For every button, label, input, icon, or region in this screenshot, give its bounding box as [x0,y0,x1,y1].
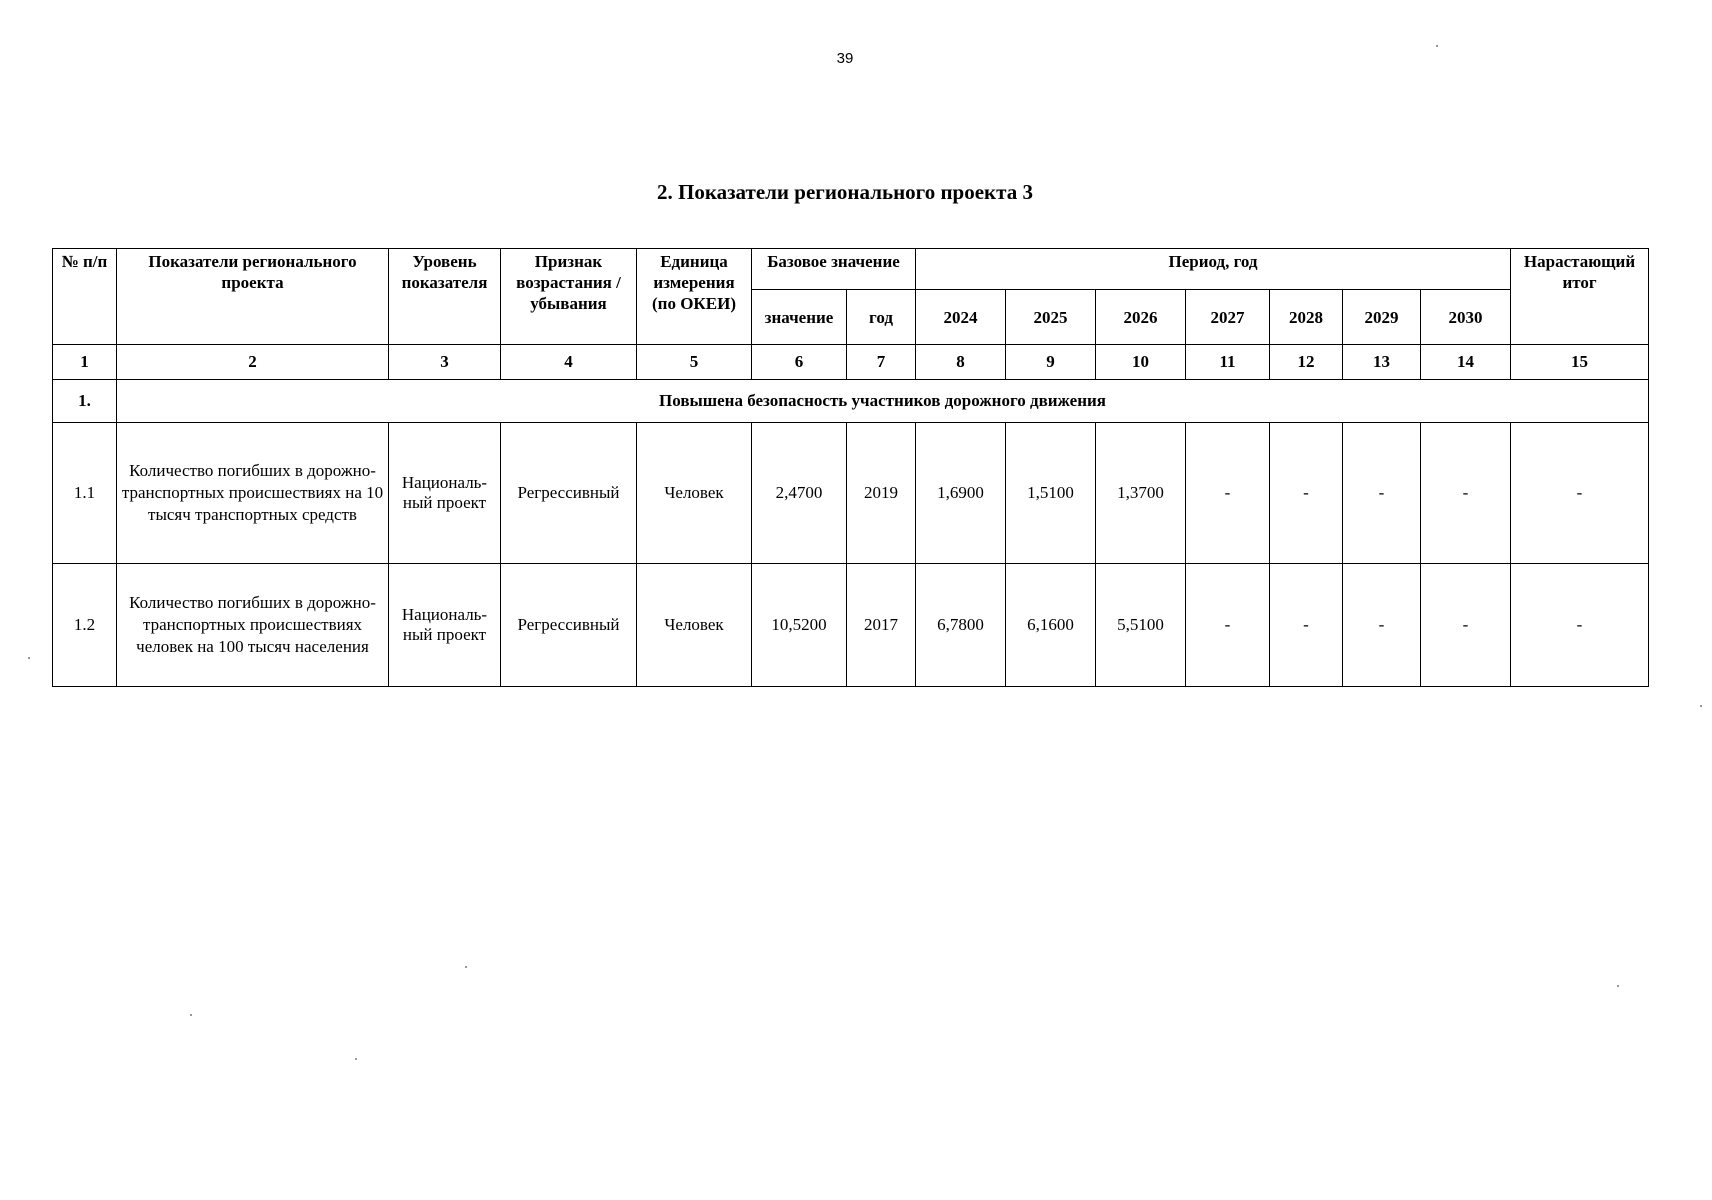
column-number: 1 [53,345,117,380]
indicator-level: Националь-ный проект [389,423,501,564]
indicator-name: Количество погибших в дорожно-транспортных происшествиях на 10 тысяч транспортных средств [117,423,389,564]
row-number: 1.1 [53,423,117,564]
row-number: 1.2 [53,564,117,687]
scan-speck [190,1014,192,1016]
header-base-year: год [847,290,916,345]
header-indicator: Показатели регионального проекта [117,249,389,345]
column-number: 14 [1421,345,1511,380]
header-num: № п/п [53,249,117,345]
column-number: 15 [1511,345,1649,380]
column-number: 3 [389,345,501,380]
base-year: 2017 [847,564,916,687]
base-value: 10,5200 [752,564,847,687]
column-number: 5 [637,345,752,380]
header-year: 2028 [1270,290,1343,345]
section-row [53,380,1649,423]
page-number: 39 [836,50,854,67]
period-value: - [1270,564,1343,687]
indicator-level: Националь-ный проект [389,564,501,687]
period-value: - [1270,423,1343,564]
base-value: 2,4700 [752,423,847,564]
indicator-unit: Человек [637,423,752,564]
indicator-trend: Регрессивный [501,564,637,687]
header-year: 2024 [916,290,1006,345]
table-row [53,564,1649,687]
indicators-table [52,248,1649,687]
period-value: - [1186,423,1270,564]
period-value: - [1343,423,1421,564]
section-number: 1. [53,380,117,423]
cumulative-value: - [1511,423,1649,564]
indicator-trend: Регрессивный [501,423,637,564]
header-row [53,249,1649,290]
header-year: 2025 [1006,290,1096,345]
column-number: 9 [1006,345,1096,380]
header-year: 2030 [1421,290,1511,345]
header-year: 2027 [1186,290,1270,345]
column-number: 13 [1343,345,1421,380]
column-number: 6 [752,345,847,380]
column-number: 2 [117,345,389,380]
table-row [53,423,1649,564]
period-value: - [1343,564,1421,687]
column-number: 11 [1186,345,1270,380]
header-unit: Единица измерения (по ОКЕИ) [637,249,752,345]
header-year: 2026 [1096,290,1186,345]
column-number: 12 [1270,345,1343,380]
period-value: 1,3700 [1096,423,1186,564]
column-number: 8 [916,345,1006,380]
scan-speck [1617,985,1619,987]
scan-speck [28,657,30,659]
header-period: Период, год [916,249,1511,290]
indicator-name: Количество погибших в дорожно-транспортных происшествиях человек на 100 тысяч населения [117,564,389,687]
period-value: - [1421,564,1511,687]
period-value: 6,7800 [916,564,1006,687]
scan-speck [1700,705,1702,707]
period-value: - [1421,423,1511,564]
cumulative-value: - [1511,564,1649,687]
header-base: Базовое значение [752,249,916,290]
period-value: 6,1600 [1006,564,1096,687]
header-level: Уровень показателя [389,249,501,345]
scan-speck [465,966,467,968]
section-title: Повышена безопасность участников дорожного движения [117,380,1649,423]
header-base-value: значение [752,290,847,345]
indicator-unit: Человек [637,564,752,687]
column-number: 4 [501,345,637,380]
period-value: - [1186,564,1270,687]
period-value: 1,6900 [916,423,1006,564]
header-trend: Признак возрастания / убывания [501,249,637,345]
document-title: 2. Показатели регионального проекта 3 [657,180,1033,204]
period-value: 5,5100 [1096,564,1186,687]
column-number-row [53,345,1649,380]
scan-speck [355,1058,357,1060]
header-cumulative: Нарастающий итог [1511,249,1649,345]
base-year: 2019 [847,423,916,564]
period-value: 1,5100 [1006,423,1096,564]
column-number: 10 [1096,345,1186,380]
scan-speck [1436,45,1438,47]
header-year: 2029 [1343,290,1421,345]
column-number: 7 [847,345,916,380]
